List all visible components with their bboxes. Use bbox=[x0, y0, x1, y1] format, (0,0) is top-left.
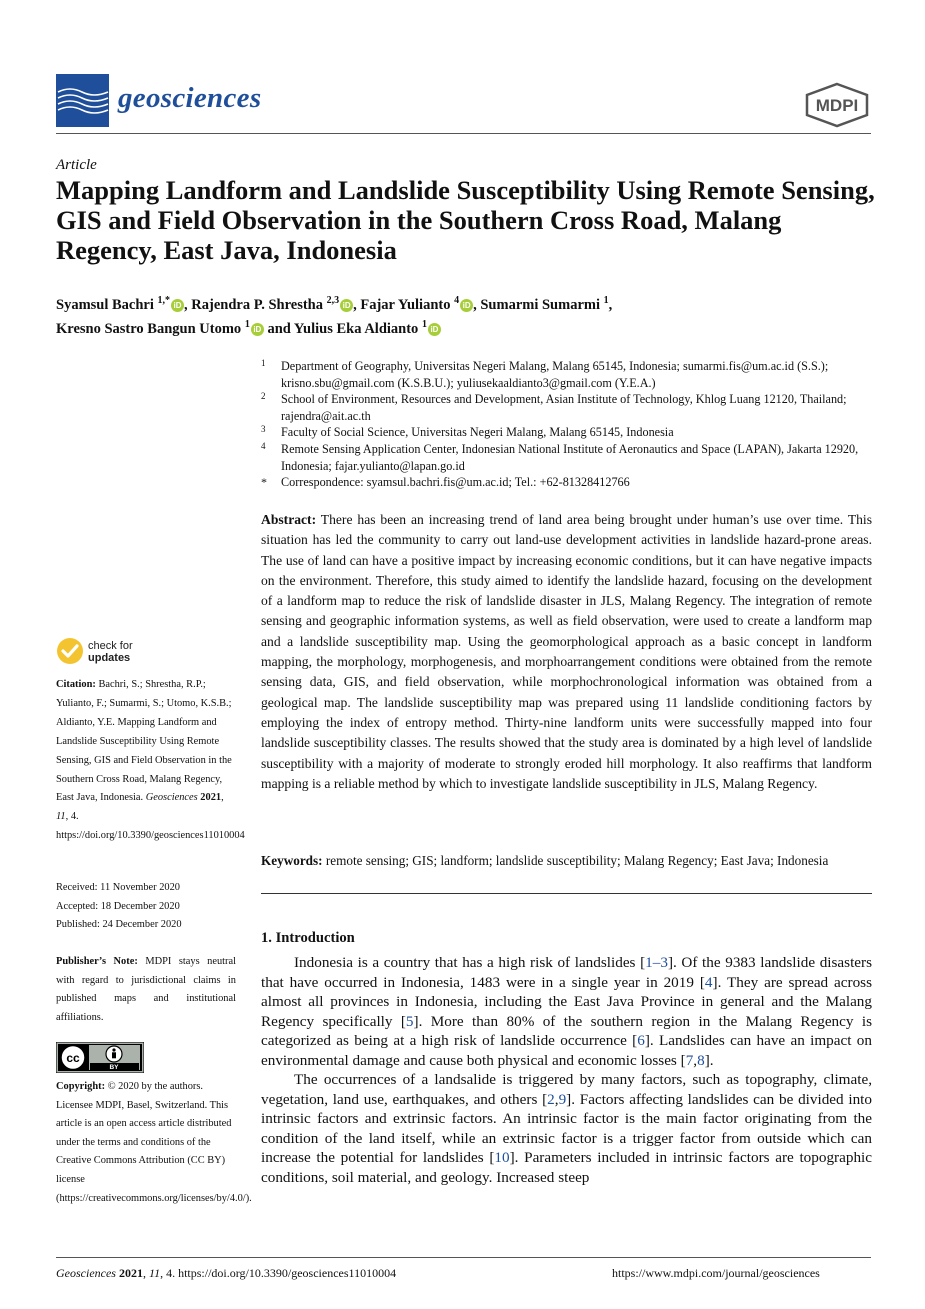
article-type: Article bbox=[56, 157, 97, 173]
mdpi-logo-text: MDPI bbox=[815, 96, 859, 115]
paragraph-text: ]. Factors affecting landslides can be divided into intrinsic factors and extrinsic factors. An intrinsic factor is the main factor originating from the condition of the land itself, while an extrinsic factor is a trigger factor from outside which can increase the potential for landslides [ bbox=[261, 1090, 872, 1167]
affiliation-number: 4 bbox=[261, 440, 266, 451]
publisher-note-label: Publisher’s Note: bbox=[56, 956, 138, 967]
section-heading: 1. Introduction bbox=[261, 930, 355, 946]
affiliations bbox=[261, 358, 881, 491]
footer-doi-link[interactable]: , 4. https://doi.org/10.3390/geosciences11010004 bbox=[160, 1266, 397, 1280]
paragraph-text: ]. bbox=[704, 1051, 714, 1069]
date-published: Published: 24 December 2020 bbox=[56, 919, 182, 930]
correspondence-mark: * bbox=[261, 475, 267, 490]
keywords-text: remote sensing; GIS; landform; landslide susceptibility; Malang Regency; East Java; Indonesia bbox=[325, 853, 829, 868]
author-affiliation-sup: 2,3 bbox=[326, 295, 340, 306]
citation-doi[interactable]: , 4. https://doi.org/10.3390/geosciences11010004 bbox=[56, 811, 245, 842]
affiliation-text: Faculty of Social Science, Universitas Negeri Malang, Malang 65145, Indonesia bbox=[281, 425, 674, 440]
author-name: Sumarmi Sumarmi bbox=[480, 296, 600, 313]
footer-journal: Geosciences bbox=[56, 1266, 116, 1280]
citation-journal: Geosciences bbox=[145, 792, 198, 804]
copyright-label: Copyright: bbox=[56, 1081, 106, 1092]
checkmark-icon bbox=[56, 637, 84, 665]
author-affiliation-sup: 1 bbox=[603, 295, 609, 306]
affiliation-2 bbox=[261, 391, 881, 424]
body-paragraph bbox=[261, 1070, 872, 1187]
author-affiliation-sup: 1,* bbox=[157, 295, 171, 306]
reference-link[interactable]: 6 bbox=[637, 1032, 645, 1050]
reference-link[interactable]: 1–3 bbox=[645, 954, 668, 971]
orcid-icon[interactable]: iD bbox=[428, 323, 441, 336]
footer-volume: 11 bbox=[148, 1266, 161, 1280]
cc-by-license-badge[interactable] bbox=[56, 1042, 144, 1073]
author-separator: , bbox=[353, 296, 357, 313]
abstract-divider bbox=[261, 893, 872, 894]
citation-block: Citation: Bachri, S.; Shrestha, R.P.; Yulianto, F.; Sumarmi, S.; Utomo, K.S.B.; Aldianto, Y.E. Mapping Landform and Landslide Susceptibility Using Remote Sensing, GIS and Field Observation in the Southern Cross Road, Malang Regency, East Java, Indonesia. Geosciences 2021, 11, 4. https://doi.org/10.3390/geosciences11010004 bbox=[56, 679, 245, 842]
reference-link[interactable]: 7 bbox=[685, 1051, 694, 1069]
author-separator: , bbox=[473, 296, 477, 313]
footer-divider bbox=[56, 1257, 871, 1258]
reference-link[interactable]: 2 bbox=[547, 1090, 555, 1108]
citation-volume: 11 bbox=[56, 811, 66, 823]
author-affiliation-sup: 4 bbox=[454, 295, 460, 306]
paragraph-text: Indonesia is a country that has a high risk of landslides [ bbox=[294, 954, 646, 971]
publisher-note bbox=[56, 953, 236, 1027]
footer-citation: Geosciences 2021, 11, 4. https://doi.org/10.3390/geosciences11010004 bbox=[56, 1266, 397, 1280]
by-label: BY bbox=[109, 1064, 119, 1072]
footer-journal-url[interactable]: https://www.mdpi.com/journal/geosciences bbox=[612, 1266, 820, 1280]
author-affiliation-sup: 1 bbox=[421, 318, 427, 330]
affiliation-text: Remote Sensing Application Center, Indonesian National Institute of Aeronautics and Space (LAPAN), Jakarta 12920, Indonesia; fajar.yulianto@lapan.go.id bbox=[281, 441, 859, 473]
check-for-updates-button[interactable] bbox=[56, 637, 186, 667]
journal-logo bbox=[56, 74, 109, 127]
date-accepted: Accepted: 18 December 2020 bbox=[56, 900, 180, 912]
journal-name[interactable]: geosciences bbox=[118, 82, 262, 114]
orcid-icon[interactable]: iD bbox=[251, 323, 264, 336]
keywords-label: Keywords: bbox=[261, 853, 323, 868]
citation-label: Citation: bbox=[56, 679, 96, 690]
reference-link[interactable]: 10 bbox=[494, 1149, 510, 1167]
reference-link[interactable]: 5 bbox=[405, 1012, 414, 1030]
paragraph-text: ]. Of the 9383 landslide disasters that have occurred in Indonesia, 1483 were in a single year in 2019 [ bbox=[261, 954, 872, 991]
reference-link[interactable]: 4 bbox=[704, 973, 713, 991]
author-affiliation-sup: 1 bbox=[244, 318, 250, 330]
citation-text: Bachri, S.; Shrestha, R.P.; Yulianto, F.; Sumarmi, S.; Utomo, K.S.B.; Aldianto, Y.E. Mapping Landform and Landslide Susceptibility Using Remote Sensing, GIS and Field Observation in the Southern Cross Road, Malang Regency, East Java, Indonesia. bbox=[56, 679, 232, 804]
wave-lines-icon bbox=[56, 74, 109, 127]
paragraph-text: ]. More than 80% of the southern region in the Malang Regency is categorized as being at a high risk of landslide occurrence [ bbox=[261, 1012, 872, 1050]
orcid-icon[interactable]: iD bbox=[171, 299, 184, 312]
affiliation-text: School of Environment, Resources and Development, Asian Institute of Technology, Khlog Luang 12120, Thailand; rajendra@ait.ac.th bbox=[281, 392, 847, 423]
check-updates-line2: updates bbox=[88, 652, 131, 664]
copyright-text: © 2020 by the authors. Licensee MDPI, Basel, Switzerland. This article is an open access article distributed under the terms and conditions of the Creative Commons Attribution (CC BY) license (https://creativecommons.org/licenses/by/4.0/). bbox=[56, 1081, 252, 1204]
abstract bbox=[261, 510, 872, 794]
paragraph-text: ]. Landslides can have an impact on environmental damage and cause both physical and economic losses [ bbox=[261, 1032, 872, 1069]
author-name: Rajendra P. Shrestha bbox=[191, 296, 323, 313]
author-name: Yulius Eka Aldianto bbox=[293, 320, 419, 337]
article-title: Mapping Landform and Landslide Susceptibility Using Remote Sensing, GIS and Field Observation in the Southern Cross Road, Malang Regency, East Java, Indonesia bbox=[56, 175, 875, 265]
orcid-icon[interactable]: iD bbox=[340, 299, 353, 312]
date-received: Received: 11 November 2020 bbox=[56, 882, 180, 893]
affiliation-text: Department of Geography, Universitas Negeri Malang, Malang 65145, Indonesia; sumarmi.fis@um.ac.id (S.S.); krisno.sbu@gmail.com (K.S.B.U.); yuliusekaaldianto3@gmail.com (Y.E.A.) bbox=[281, 359, 829, 390]
keywords bbox=[261, 852, 876, 870]
reference-link[interactable]: 8 bbox=[697, 1051, 705, 1069]
paragraph-text: , bbox=[693, 1051, 698, 1069]
header-divider bbox=[56, 133, 871, 134]
mdpi-logo[interactable] bbox=[803, 82, 871, 128]
body-paragraph bbox=[261, 953, 872, 1070]
footer-year: 2021 bbox=[118, 1266, 143, 1280]
paragraph-text: The occurrences of a landsalide is triggered by many factors, such as topography, climate, vegetation, land use, earthquakes, and others [ bbox=[261, 1071, 872, 1108]
author-separator: , bbox=[184, 296, 188, 313]
affiliation-number: 2 bbox=[261, 391, 266, 402]
affiliation-number: 1 bbox=[261, 358, 266, 368]
author-separator: and bbox=[263, 320, 291, 337]
check-updates-line1: check for bbox=[88, 640, 133, 652]
citation-year: 2021 bbox=[200, 792, 222, 804]
publication-dates bbox=[56, 879, 236, 935]
correspondence bbox=[261, 474, 881, 491]
introduction-body bbox=[261, 953, 872, 1188]
orcid-icon[interactable]: iD bbox=[460, 299, 473, 312]
author-name: Kresno Sastro Bangun Utomo bbox=[56, 320, 242, 337]
abstract-text: There has been an increasing trend of land area being brought under human’s use over time. This situation has led the community to carry out land-use development activities in landslide hazard-prone areas. The use of land can have a positive impact by increasing economic conditions, but it can have negative impacts on the environment. Therefore, this study aimed to identify the landslide hazard, focusing on the development of a landform map to reduce the risk of landslide disaster in JLS, Malang Regency. The integration of remote sensing and geographic information systems, as well as field observation, were used to create a landform map and a landslide susceptibility map. Using the geomorphological approach as a basic concept in landform mapping, the morphology, morphogenesis, and morphoarrangement conditions were obtained from the remote sensing data, GIS, and field observation, while morphochronological information was obtained from a geological map. The landslide susceptibility map was prepared using 11 landslide conditioning factors by employing the index of entropy method. Thirty-nine landform units were successfully mapped into four landslide susceptibility classes. The results showed that the study area is dominated by a high level of landslide susceptibility with a majority of moderate to strongly eroded hill morphology. It also reaffirms that landform mapping is a reliable method by which to investigate landslide susceptibility in JLS, Malang Regency. bbox=[261, 512, 873, 791]
paragraph-text: ]. They are spread across almost all provinces in Indonesia, including the East Java Province in general and the Malang Regency specifically [ bbox=[261, 973, 873, 1030]
affiliation-3 bbox=[261, 424, 881, 441]
author-name: Fajar Yulianto bbox=[360, 296, 451, 313]
affiliation-4 bbox=[261, 441, 881, 474]
author-separator: , bbox=[608, 296, 613, 313]
paragraph-text: ]. Parameters included in intrinsic factors are topographic conditions, soil material, and geology. Increased steep bbox=[261, 1149, 872, 1187]
abstract-label: Abstract: bbox=[261, 512, 317, 527]
affiliation-1 bbox=[261, 358, 881, 391]
copyright-block bbox=[56, 1078, 252, 1208]
affiliation-number: 3 bbox=[261, 424, 266, 435]
paragraph-text: , bbox=[554, 1090, 559, 1108]
author-name: Syamsul Bachri bbox=[56, 296, 154, 313]
publisher-note-text: MDPI stays neutral with regard to jurisdictional claims in published maps and institutional affiliations. bbox=[56, 956, 236, 1023]
correspondence-text: Correspondence: syamsul.bachri.fis@um.ac.id; Tel.: +62-81328412766 bbox=[281, 475, 630, 490]
reference-link[interactable]: 9 bbox=[558, 1090, 567, 1108]
cc-icon-text: cc bbox=[66, 1051, 80, 1065]
author-list bbox=[56, 291, 876, 339]
